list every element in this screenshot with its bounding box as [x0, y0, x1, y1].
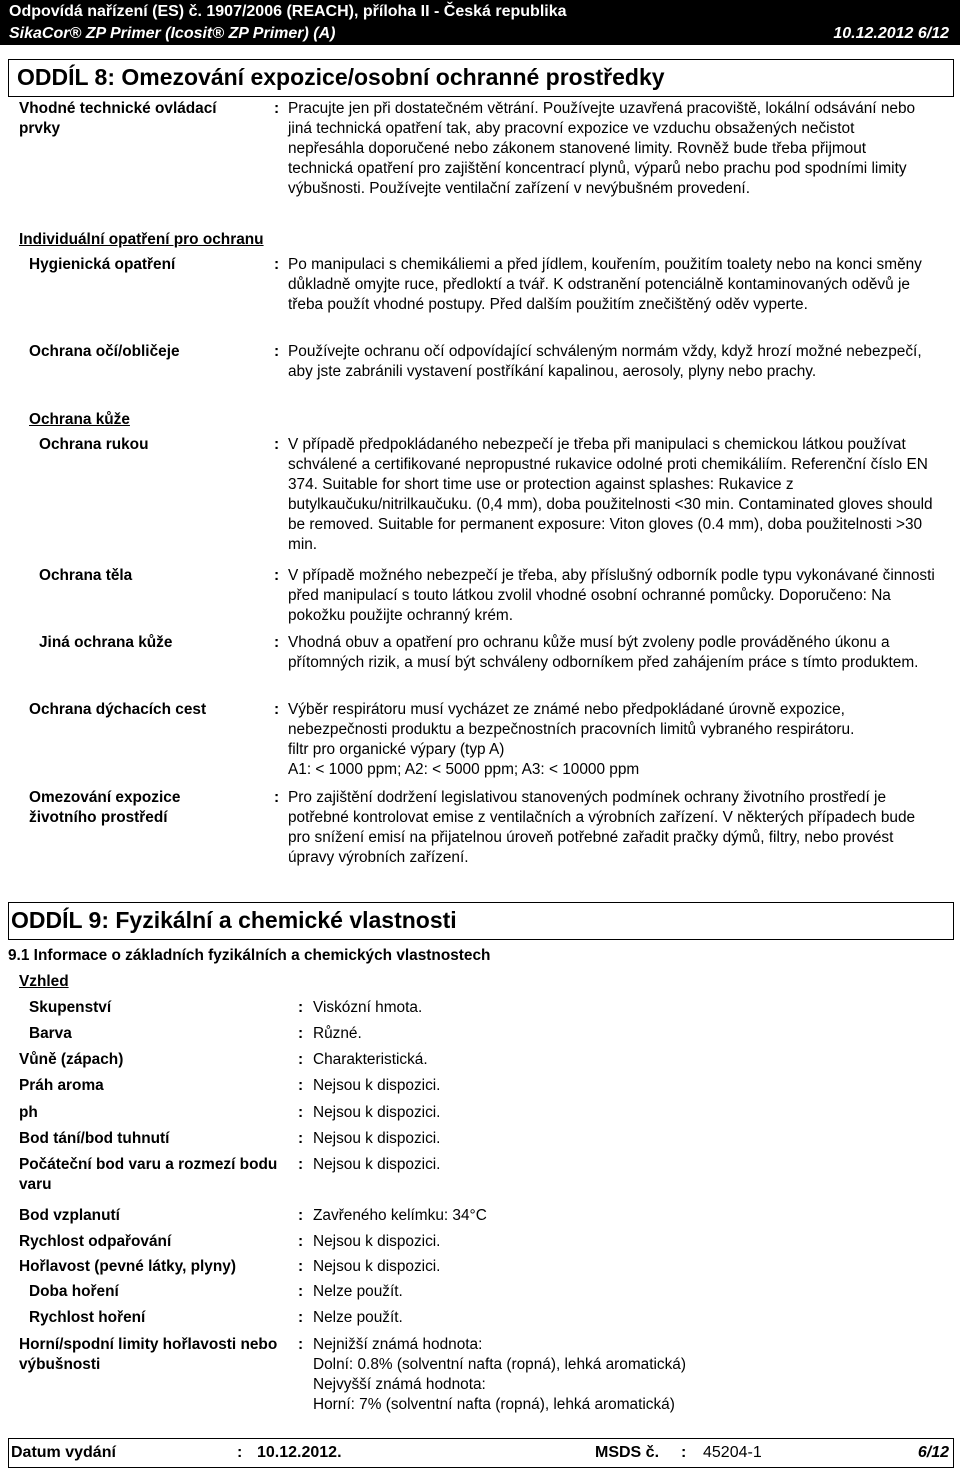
- colon: :: [298, 1051, 304, 1068]
- prop-label-burning-rate: Rychlost hoření: [29, 1309, 146, 1326]
- limits-lower-heading: Nejnižší známá hodnota:: [313, 1336, 483, 1353]
- colon: :: [274, 100, 280, 117]
- prop-label-odor: Vůně (zápach): [19, 1051, 124, 1068]
- colon: :: [298, 999, 304, 1016]
- prop-value-melting: Nejsou k dispozici.: [313, 1130, 441, 1147]
- colon: :: [274, 634, 280, 651]
- colon: :: [274, 436, 280, 453]
- msds-value: 45204-1: [703, 1444, 762, 1461]
- individual-measures-heading: Individuální opatření pro ochranu: [19, 231, 264, 248]
- prop-value-burning-time: Nelze použít.: [313, 1283, 403, 1300]
- prop-value-evaporation: Nejsou k dispozici.: [313, 1233, 441, 1250]
- prop-label-boiling: Počáteční bod varu a rozmezí bodu varu: [19, 1156, 278, 1193]
- prop-label-state: Skupenství: [29, 999, 112, 1016]
- colon: :: [681, 1444, 687, 1461]
- colon: :: [298, 1025, 304, 1042]
- colon: :: [298, 1077, 304, 1094]
- colon: :: [298, 1104, 304, 1121]
- appearance-heading: Vzhled: [19, 973, 69, 990]
- colon: :: [274, 256, 280, 273]
- colon: :: [237, 1444, 243, 1461]
- tech-controls-label: Vhodné technické ovládací prvky: [19, 100, 217, 137]
- section8-title-box: [8, 59, 954, 97]
- respiratory-text-3: A1: < 1000 ppm; A2: < 5000 ppm; A3: < 10000 ppm: [288, 761, 640, 778]
- colon: :: [274, 701, 280, 718]
- footer-page: 6/12: [917, 1444, 949, 1461]
- prop-label-flash-point: Bod vzplanutí: [19, 1207, 120, 1224]
- prop-label-color: Barva: [29, 1025, 72, 1042]
- skin-protection-heading: Ochrana kůže: [29, 411, 130, 428]
- colon: :: [298, 1309, 304, 1326]
- colon: :: [298, 1207, 304, 1224]
- limits-upper-heading: Nejvyšší známá hodnota:: [313, 1376, 486, 1393]
- section9-title: ODDÍL 9: Fyzikální a chemické vlastnosti: [11, 907, 457, 933]
- msds-label: MSDS č.: [595, 1444, 660, 1461]
- prop-value-odor-threshold: Nejsou k dispozici.: [313, 1077, 441, 1094]
- issue-date-label: Datum vydání: [11, 1444, 116, 1461]
- prop-label-odor-threshold: Práh aroma: [19, 1077, 104, 1094]
- prop-value-ph: Nejsou k dispozici.: [313, 1104, 441, 1121]
- document-footer: [8, 1438, 954, 1468]
- prop-label-explosive-limits: Horní/spodní limity hořlavosti nebo výbušnosti: [19, 1336, 278, 1373]
- prop-label-burning-time: Doba hoření: [29, 1283, 119, 1300]
- respiratory-label: Ochrana dýchacích cest: [29, 701, 207, 718]
- other-skin-text: Vhodná obuv a opatření pro ochranu kůže musí být zvoleny podle prováděného úkonu a přítomných rizik, a musí být schváleny odborníkem před zahájením práce s tímto produktem.: [288, 634, 919, 671]
- hand-protection-label: Ochrana rukou: [39, 436, 149, 453]
- body-protection-text: V případě možného nebezpečí je třeba, aby příslušný odborník podle typu vykonávané činnosti před manipulací s touto látkou zvolil vhodné osobní ochranné pomůcky. Doporučeno: Na pokožku použijte ochranný krém.: [288, 567, 935, 624]
- regulation-line: Odpovídá nařízení (ES) č. 1907/2006 (REACH), příloha II - Česká republika: [9, 3, 567, 20]
- prop-value-burning-rate: Nelze použít.: [313, 1309, 403, 1326]
- section8-title: ODDÍL 8: Omezování expozice/osobní ochranné prostředky: [17, 64, 665, 90]
- document-header: [0, 0, 960, 45]
- issue-date-value: 10.12.2012.: [257, 1444, 342, 1461]
- prop-value-flammability: Nejsou k dispozici.: [313, 1258, 441, 1275]
- prop-value-boiling: Nejsou k dispozici.: [313, 1156, 441, 1173]
- eye-protection-text: Používejte ochranu očí odpovídající schváleným normám vždy, když hrozí možné nebezpečí, aby jste zabránili vystavení postříkání kapalinou, aerosoly, plyny nebo prachy.: [288, 343, 922, 380]
- hand-protection-text: V případě předpokládaného nebezpečí je třeba při manipulaci s chemickou látkou používat schválené a certifikované nepropustné rukavice odolné proti chemikáliím. Referenční číslo EN 374. Suitable for short time use or protection against splashes: Rukavice z butylkaučuku/nitrilkaučuku. (0,4 mm), doba použitelnosti <30 min. Contaminated gloves should be removed. Suitable for permanent exposure: Viton gloves (0.4 mm), doba použitelnosti >30 min.: [288, 436, 933, 553]
- respiratory-text: [288, 700, 948, 780]
- hygiene-text: Po manipulaci s chemikáliemi a před jídlem, kouřením, použitím toalety nebo na konci směny důkladně omyjte ruce, předloktí a tvář. K odstranění potenciálně kontaminovaných oděvů je třeba použít vhodné postupy. Před dalším použitím znečištěný oděv vyperte.: [288, 256, 922, 313]
- section9-subtitle: 9.1 Informace o základních fyzikálních a chemických vlastnostech: [8, 947, 491, 964]
- header-date-page: 10.12.2012 6/12: [833, 25, 949, 42]
- eye-protection-label: Ochrana očí/obličeje: [29, 343, 180, 360]
- prop-value-state: Viskózní hmota.: [313, 999, 423, 1016]
- body-protection-label: Ochrana těla: [39, 567, 133, 584]
- hygiene-label: Hygienická opatření: [29, 256, 176, 273]
- colon: :: [298, 1258, 304, 1275]
- colon: :: [298, 1130, 304, 1147]
- respiratory-text-2: filtr pro organické výpary (typ A): [288, 741, 505, 758]
- prop-label-flammability: Hořlavost (pevné látky, plyny): [19, 1258, 236, 1275]
- prop-value-flash-point: Zavřeného kelímku: 34°C: [313, 1207, 487, 1224]
- product-name: SikaCor® ZP Primer (Icosit® ZP Primer) (A): [9, 25, 336, 42]
- colon: :: [274, 789, 280, 806]
- prop-value-odor: Charakteristická.: [313, 1051, 428, 1068]
- colon: :: [298, 1336, 304, 1353]
- limits-lower: Dolní: 0.8% (solventní nafta (ropná), lehká aromatická): [313, 1356, 686, 1373]
- env-exposure-text: Pro zajištění dodržení legislativou stanovených podmínek ochrany životního prostředí je potřebné kontrolovat emise z ventilačních a výrobních zařízení. V některých případech bude pro snížení emisí na přijatelnou úroveň potřebné zařadit pračky dýmů, filtry, nebo provést úpravy výrobních zařízení.: [288, 789, 916, 866]
- colon: :: [298, 1283, 304, 1300]
- section9-title-box: [8, 902, 954, 940]
- colon: :: [274, 567, 280, 584]
- colon: :: [298, 1233, 304, 1250]
- prop-value-explosive-limits: [313, 1335, 933, 1415]
- prop-label-ph: ph: [19, 1104, 38, 1121]
- colon: :: [274, 343, 280, 360]
- tech-controls-text: Pracujte jen při dostatečném větrání. Používejte uzavřená pracoviště, lokální odsávání nebo jiná technická opatření tak, aby pracovní expozice ve vzduchu obsažených nečistot nepřesáhla doporučené nebo zákonem stanovené limity. Rovněž bude třeba přijmout technická opatření pro zajištění koncentrací plynů, výparů nebo prachu pod spodními limity výbušnosti. Používejte ventilační zařízení v nevýbušném provedení.: [288, 100, 916, 197]
- prop-label-melting: Bod tání/bod tuhnutí: [19, 1130, 170, 1147]
- colon: :: [298, 1156, 304, 1173]
- limits-upper: Horní: 7% (solventní nafta (ropná), lehká aromatická): [313, 1396, 675, 1413]
- env-exposure-label: Omezování expozice životního prostředí: [29, 789, 181, 826]
- prop-label-evaporation: Rychlost odpařování: [19, 1233, 172, 1250]
- other-skin-label: Jiná ochrana kůže: [39, 634, 173, 651]
- respiratory-text-1: Výběr respirátoru musí vycházet ze známé nebo předpokládané úrovně expozice, nebezpečnosti produktu a bezpečnostních pracovních limitů vybraného respirátoru.: [288, 701, 855, 738]
- prop-value-color: Různé.: [313, 1025, 362, 1042]
